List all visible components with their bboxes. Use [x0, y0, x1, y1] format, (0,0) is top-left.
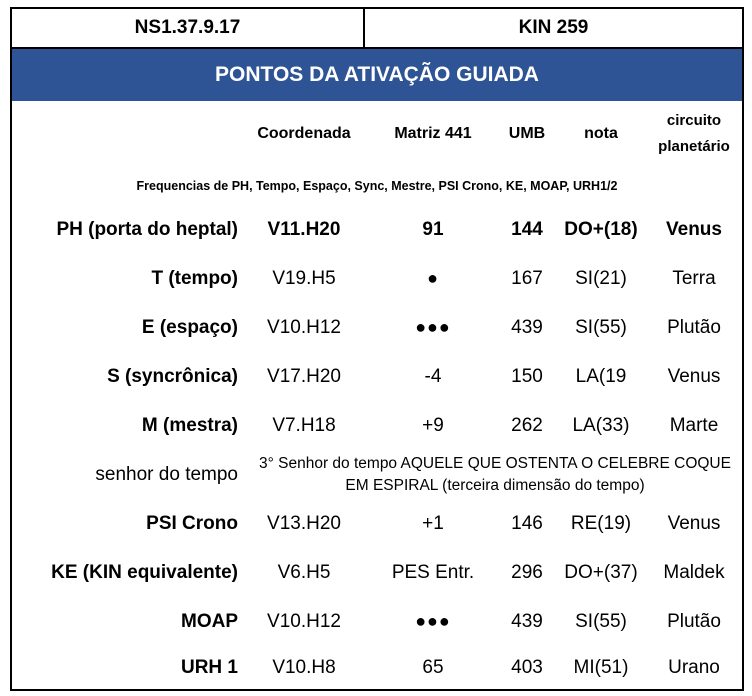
row-umb: 439 [511, 610, 543, 632]
row-matriz: -4 [424, 365, 442, 387]
row-matriz: PES Entr. [391, 561, 475, 583]
senhor-note-line1: 3° Senhor do tempo AQUELE QUE OSTENTA O CELEBRE COQUE [259, 455, 731, 472]
col-matriz: Matriz 441 [394, 125, 472, 142]
row-umb: 167 [511, 267, 543, 289]
row-label: S (syncrônica) [107, 365, 238, 387]
row-coord: V10.H12 [267, 316, 341, 338]
row-label: MOAP [181, 610, 238, 632]
row-circuito: Maldek [663, 561, 725, 583]
row-label: KE (KIN equivalente) [51, 561, 238, 583]
row-circuito: Marte [669, 414, 719, 436]
row-matriz: 91 [422, 218, 444, 240]
row-circuito: Urano [668, 656, 720, 678]
table-title: PONTOS DA ATIVAÇÃO GUIADA [12, 49, 742, 101]
frequency-line: Frequencias de PH, Tempo, Espaço, Sync, Mestre, PSI Crono, KE, MOAP, URH1/2 [136, 179, 618, 193]
col-circuito [646, 108, 742, 160]
table-row [12, 597, 742, 646]
row-coord: V10.H8 [272, 656, 336, 678]
row-nota: DO+(18) [564, 218, 638, 240]
table-row [12, 499, 742, 548]
row-coord: V6.H5 [277, 561, 331, 583]
row-circuito: Terra [672, 267, 716, 289]
row-circuito: Plutão [667, 610, 721, 632]
row-coord: V13.H20 [267, 512, 341, 534]
senhor-note-line2: EM ESPIRAL (terceira dimensão do tempo) [345, 477, 645, 494]
senhor-row [12, 450, 742, 500]
table-row [12, 205, 742, 254]
row-matriz: ●●● [415, 317, 451, 337]
row-nota: MI(51) [573, 656, 629, 678]
row-nota: LA(33) [572, 414, 630, 436]
row-circuito: Venus [666, 218, 722, 240]
table-row [12, 401, 742, 450]
row-nota: SI(21) [575, 267, 627, 289]
kin-code: KIN 259 [518, 17, 589, 38]
row-matriz: ● [427, 268, 439, 288]
row-label: PH (porta do heptal) [56, 218, 238, 240]
row-label: T (tempo) [151, 267, 238, 289]
row-coord: V19.H5 [272, 267, 336, 289]
row-coord: V17.H20 [267, 365, 341, 387]
row-umb: 403 [511, 656, 543, 678]
row-nota: SI(55) [575, 610, 627, 632]
row-umb: 144 [511, 218, 543, 240]
row-coord: V7.H18 [272, 414, 336, 436]
row-label: URH 1 [180, 656, 238, 678]
header-bar [12, 9, 742, 49]
col-coord: Coordenada [257, 125, 351, 142]
table-row [12, 303, 742, 352]
col-nota: nota [584, 125, 618, 142]
row-circuito: Venus [667, 365, 721, 387]
table-row [12, 352, 742, 401]
row-circuito: Plutão [667, 316, 721, 338]
row-nota: RE(19) [570, 512, 632, 534]
row-umb: 296 [511, 561, 543, 583]
row-label: M (mestra) [141, 414, 238, 436]
row-umb: 146 [511, 512, 543, 534]
row-label: E (espaço) [141, 316, 238, 338]
table-row [12, 254, 742, 303]
row-umb: 150 [511, 365, 543, 387]
row-nota: LA(19 [575, 365, 627, 387]
row-matriz: +9 [422, 414, 444, 436]
row-coord: V10.H12 [267, 610, 341, 632]
table-row [12, 643, 742, 692]
row-umb: 262 [511, 414, 543, 436]
row-nota: DO+(37) [564, 561, 638, 583]
row-umb: 439 [511, 316, 543, 338]
row-matriz: ●●● [415, 611, 451, 631]
table-row [12, 548, 742, 597]
activation-table [10, 7, 744, 691]
date-code: NS1.37.9.17 [12, 9, 365, 47]
col-circuito-line2: planetário [658, 138, 730, 155]
col-umb: UMB [508, 125, 546, 142]
row-label: PSI Crono [146, 512, 238, 534]
row-circuito: Venus [667, 512, 721, 534]
senhor-label: senhor do tempo [95, 464, 238, 485]
row-coord: V11.H20 [267, 218, 341, 240]
column-headers [12, 101, 742, 167]
row-matriz: +1 [422, 512, 444, 534]
senhor-note [248, 453, 742, 497]
col-circuito-line1: circuito [666, 112, 722, 129]
row-nota: SI(55) [575, 316, 627, 338]
row-matriz: 65 [422, 656, 444, 678]
